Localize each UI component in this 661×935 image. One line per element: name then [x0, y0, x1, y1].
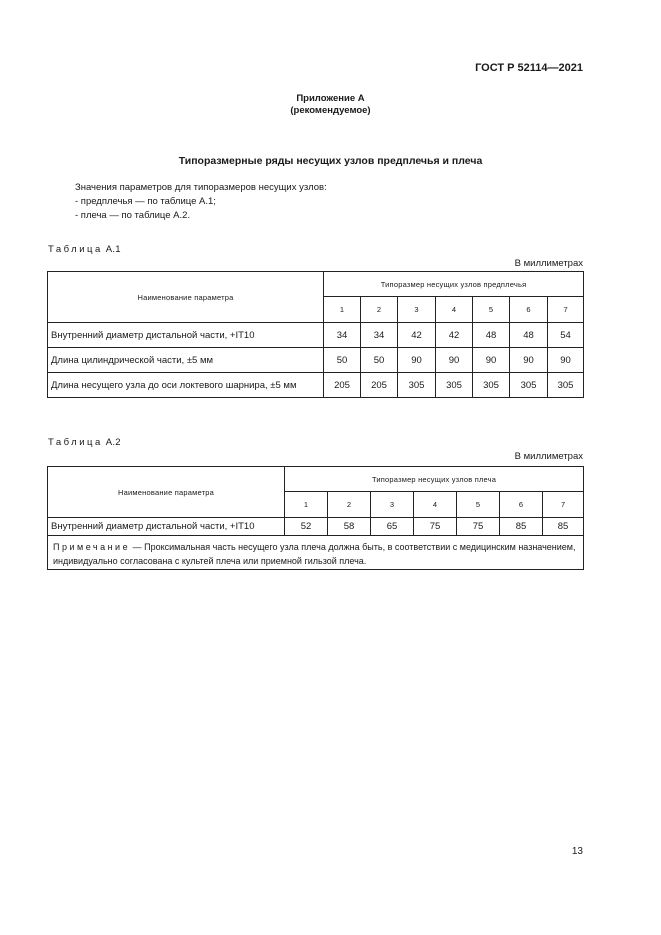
table-cell: 42 — [436, 323, 473, 348]
document-code: ГОСТ Р 52114—2021 — [475, 62, 583, 74]
size-header: 1 — [324, 297, 361, 323]
table-cell: 90 — [510, 348, 548, 373]
table-row — [48, 518, 584, 536]
param-header: Наименование параметра — [48, 272, 324, 323]
table-cell: 305 — [398, 373, 436, 398]
table-cell: 90 — [398, 348, 436, 373]
size-header: 7 — [543, 492, 584, 518]
table-cell: 205 — [324, 373, 361, 398]
section-title: Типоразмерные ряды несущих узлов предплечья и плеча — [178, 155, 483, 167]
table-cell: 42 — [398, 323, 436, 348]
row-label: Длина цилиндрической части, ±5 мм — [48, 348, 324, 373]
table-row — [48, 373, 584, 398]
table-a1-units: В миллиметрах — [514, 258, 583, 269]
size-header: 4 — [436, 297, 473, 323]
table-cell: 90 — [548, 348, 584, 373]
intro-line: - предплечья — по таблице А.1; — [75, 196, 216, 207]
table-cell: 34 — [361, 323, 398, 348]
table-cell: 305 — [548, 373, 584, 398]
table-a2-caption — [48, 437, 121, 448]
table-cell: 305 — [436, 373, 473, 398]
table-caption-number: А.2 — [105, 437, 121, 448]
table-caption-word: Таблица — [48, 437, 103, 448]
intro-line: - плеча — по таблице А.2. — [75, 210, 191, 221]
table-note-row — [48, 536, 584, 570]
table-header-row — [48, 272, 584, 297]
table-row — [48, 348, 584, 373]
table-cell: 90 — [436, 348, 473, 373]
size-group-header: Типоразмер несущих узлов плеча — [285, 467, 584, 492]
param-header: Наименование параметра — [48, 467, 285, 518]
table-cell: 65 — [371, 518, 414, 536]
size-header: 7 — [548, 297, 584, 323]
size-header: 4 — [414, 492, 457, 518]
table-cell: 50 — [324, 348, 361, 373]
table-cell: 85 — [500, 518, 543, 536]
table-caption-number: А.1 — [105, 244, 121, 255]
table-note — [48, 536, 584, 570]
table-a2-units: В миллиметрах — [514, 451, 583, 462]
intro-line: Значения параметров для типоразмеров несущих узлов: — [75, 182, 327, 193]
table-a1-caption — [48, 244, 121, 255]
table-cell: 54 — [548, 323, 584, 348]
page-number: 13 — [571, 846, 583, 857]
table-cell: 75 — [457, 518, 500, 536]
table-cell: 48 — [473, 323, 510, 348]
table-cell: 48 — [510, 323, 548, 348]
size-header: 6 — [500, 492, 543, 518]
table-a2 — [47, 466, 584, 570]
size-header: 6 — [510, 297, 548, 323]
table-a1 — [47, 271, 584, 398]
table-cell: 85 — [543, 518, 584, 536]
size-header: 3 — [371, 492, 414, 518]
table-caption-word: Таблица — [48, 244, 103, 255]
row-label: Внутренний диаметр дистальной части, +IT10 — [48, 518, 285, 536]
appendix-title: Приложение А — [296, 93, 365, 104]
table-cell: 305 — [473, 373, 510, 398]
table-cell: 52 — [285, 518, 328, 536]
size-header: 2 — [361, 297, 398, 323]
appendix-subtitle: (рекомендуемое) — [290, 105, 371, 116]
table-cell: 75 — [414, 518, 457, 536]
table-cell: 90 — [473, 348, 510, 373]
size-header: 5 — [457, 492, 500, 518]
row-label: Длина несущего узла до оси локтевого шарнира, ±5 мм — [48, 373, 324, 398]
size-header: 2 — [328, 492, 371, 518]
table-cell: 205 — [361, 373, 398, 398]
note-label: Примечание — [53, 541, 131, 552]
table-cell: 34 — [324, 323, 361, 348]
table-row — [48, 323, 584, 348]
size-header: 1 — [285, 492, 328, 518]
size-group-header: Типоразмер несущих узлов предплечья — [324, 272, 584, 297]
size-header: 3 — [398, 297, 436, 323]
size-header: 5 — [473, 297, 510, 323]
table-cell: 305 — [510, 373, 548, 398]
note-text: — Проксимальная часть несущего узла плеча должна быть, в соответствии с медицинским назначением, индивидуально согласована с культей плеча или приемной гильзой плеча. — [53, 541, 576, 566]
table-cell: 50 — [361, 348, 398, 373]
table-cell: 58 — [328, 518, 371, 536]
table-header-row — [48, 467, 584, 492]
row-label: Внутренний диаметр дистальной части, +IT10 — [48, 323, 324, 348]
